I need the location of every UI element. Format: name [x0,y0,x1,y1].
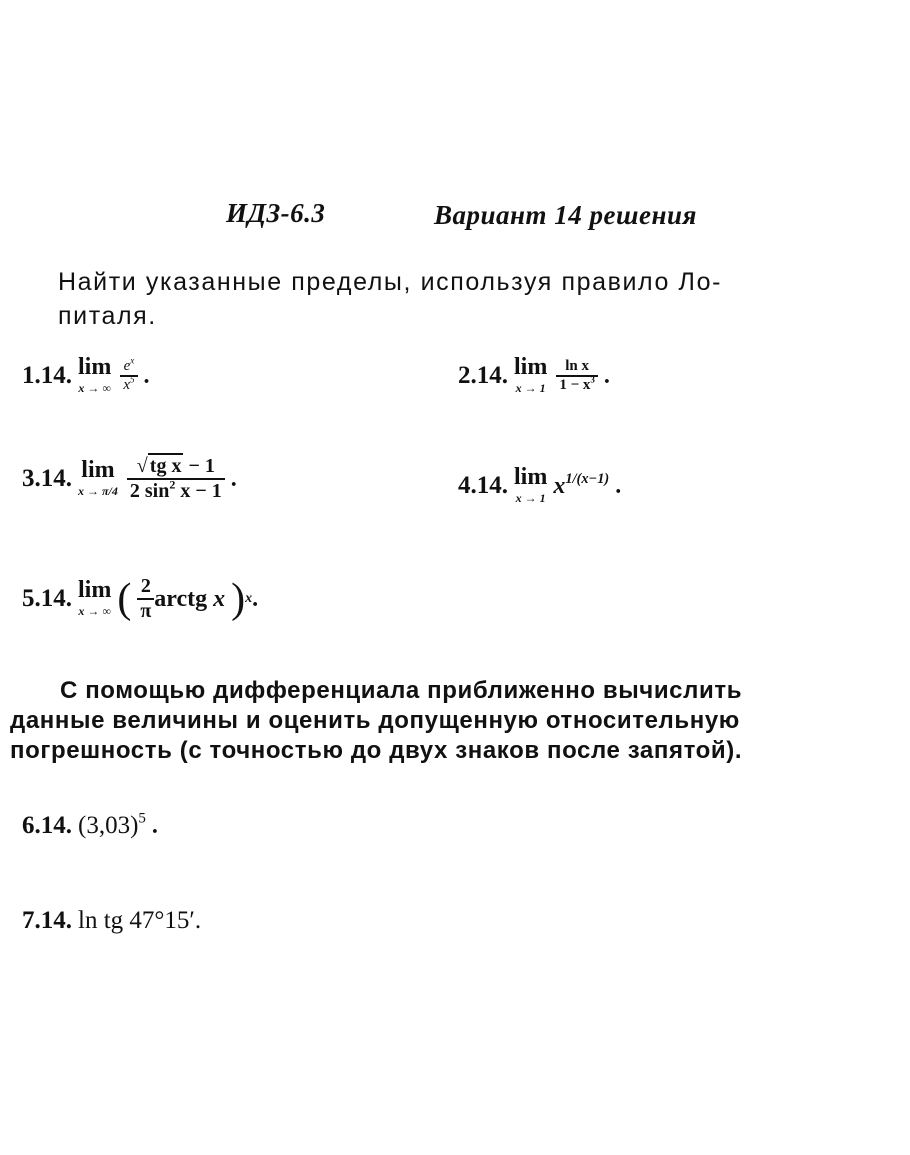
function-argument: x [213,585,226,612]
lim-word: lim [514,354,548,380]
period: . [252,585,259,612]
fraction-numerator: 2 [140,575,151,597]
sqrt-icon: √ [136,455,148,477]
problem-1-fraction [120,355,137,395]
task1-line2: питаля. [58,302,157,330]
problem-3 [22,455,243,503]
denominator-exponent: 5 [130,374,135,385]
radicand: tg x [149,455,182,477]
lim-subscript: x → π/4 [78,484,118,498]
task2-line3: погрешность (с точностью до двух знаков после запятой). [10,737,743,764]
period: . [603,362,610,389]
lim-word: lim [78,577,112,603]
numerator-exponent: x [130,355,135,366]
fraction-denominator: 1 − x [559,377,591,393]
power-base: x [553,472,566,499]
problem-3-number: 3.14. [22,465,72,492]
problem-4-limit [514,465,547,507]
power-exponent: 1/(x−1) [565,470,610,487]
problem-4 [458,465,627,507]
lim-subscript: x → 1 [515,381,546,395]
denominator-part: 2 sin [129,480,170,502]
problem-5: 5.14. lim x → ∞ ( $\frac{2}{\pi}$ arctg x ) x . [22,575,259,622]
lim-word: lim [81,457,115,483]
problem-2-fraction [556,358,598,395]
task1-line1: Найти указанные пределы, используя правило Ло- [58,268,722,296]
task2-line2: данные величины и оценить допущенную относительную [10,707,740,734]
problem-6 [22,812,164,840]
denominator-tail: x − 1 [175,480,222,502]
denominator-exponent: 3 [590,374,595,385]
problem-5-fraction [137,575,154,623]
variant-title: Вариант 14 решения [434,200,697,230]
problem-7 [22,907,207,935]
fraction-numerator: e [123,357,131,374]
period: . [230,465,237,492]
lim-subscript: x → ∞ [78,381,111,395]
right-paren-icon: ) [231,576,246,622]
problem-2 [458,355,616,397]
lim-word: lim [78,354,112,380]
problem-2-limit [514,355,547,397]
problem-7-number: 7.14. [22,907,72,934]
fraction-denominator: x [123,377,130,393]
problem-1-number: 1.14. [22,362,72,389]
period: . [143,362,150,389]
problem-3-fraction [127,455,225,503]
numerator-tail: − 1 [183,455,215,477]
base-expression: (3,03) [78,812,139,839]
problem-2-number: 2.14. [458,362,508,389]
problem-4-number: 4.14. [458,472,508,499]
task2-line1: С помощью дифференциала приближенно вычислить [60,677,743,704]
problem-3-limit [78,458,118,500]
problem-1 [22,355,156,397]
fraction-numerator: ln x [565,357,589,374]
fraction-denominator: π [137,598,154,623]
lim-subscript: x → ∞ [78,604,111,618]
problem-1-limit [78,355,111,397]
period: . [151,812,158,839]
assignment-code: ИДЗ-6.3 [226,198,326,228]
problem-5-limit [78,578,111,620]
period: . [615,472,622,499]
problem-5-number: 5.14. [22,585,72,612]
problem-6-number: 6.14. [22,812,72,839]
expression: ln tg 47°15′. [78,907,202,934]
left-paren-icon: ( [117,576,132,622]
denominator-exponent: 2 [169,477,176,492]
lim-word: lim [514,464,548,490]
function-name: arctg [154,585,208,612]
lim-subscript: x → 1 [515,491,546,505]
power-exponent: 5 [138,810,146,827]
